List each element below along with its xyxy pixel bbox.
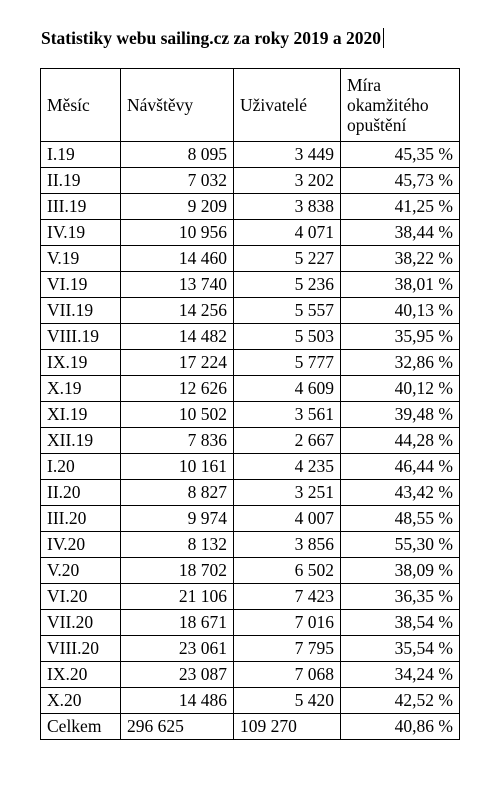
bounce-cell: 36,35 % xyxy=(341,584,460,610)
visits-cell: 8 827 xyxy=(121,480,234,506)
month-cell: VIII.20 xyxy=(41,636,121,662)
table-row xyxy=(41,298,460,324)
visits-cell: 8 095 xyxy=(121,142,234,168)
month-cell: VII.20 xyxy=(41,610,121,636)
visits-cell: 23 087 xyxy=(121,662,234,688)
table-row xyxy=(41,454,460,480)
table-row xyxy=(41,662,460,688)
users-cell: 6 502 xyxy=(234,558,341,584)
users-cell: 7 423 xyxy=(234,584,341,610)
table-row xyxy=(41,610,460,636)
visits-cell: 8 132 xyxy=(121,532,234,558)
month-cell: III.19 xyxy=(41,194,121,220)
users-cell: 5 503 xyxy=(234,324,341,350)
visits-cell: 14 460 xyxy=(121,246,234,272)
users-cell: 3 561 xyxy=(234,402,341,428)
table-row xyxy=(41,272,460,298)
bounce-cell: 48,55 % xyxy=(341,506,460,532)
month-cell: I.20 xyxy=(41,454,121,480)
month-cell: VI.20 xyxy=(41,584,121,610)
visits-cell: 18 702 xyxy=(121,558,234,584)
month-cell: IX.19 xyxy=(41,350,121,376)
total-users: 109 270 xyxy=(234,714,341,740)
visits-cell: 14 256 xyxy=(121,298,234,324)
month-cell: IX.20 xyxy=(41,662,121,688)
visits-cell: 12 626 xyxy=(121,376,234,402)
bounce-cell: 40,13 % xyxy=(341,298,460,324)
visits-cell: 10 956 xyxy=(121,220,234,246)
bounce-cell: 39,48 % xyxy=(341,402,460,428)
users-cell: 7 016 xyxy=(234,610,341,636)
table-header-row xyxy=(41,69,460,142)
bounce-cell: 38,09 % xyxy=(341,558,460,584)
bounce-cell: 34,24 % xyxy=(341,662,460,688)
users-cell: 5 420 xyxy=(234,688,341,714)
users-cell: 7 795 xyxy=(234,636,341,662)
visits-cell: 10 502 xyxy=(121,402,234,428)
bounce-cell: 38,54 % xyxy=(341,610,460,636)
header-users: Uživatelé xyxy=(234,69,341,142)
visits-cell: 7 836 xyxy=(121,428,234,454)
month-cell: VI.19 xyxy=(41,272,121,298)
visits-cell: 13 740 xyxy=(121,272,234,298)
bounce-cell: 32,86 % xyxy=(341,350,460,376)
month-cell: VIII.19 xyxy=(41,324,121,350)
table-row xyxy=(41,246,460,272)
document-title xyxy=(41,27,384,49)
text-cursor xyxy=(383,28,384,48)
statistics-table xyxy=(40,68,460,740)
table-row xyxy=(41,636,460,662)
month-cell: XII.19 xyxy=(41,428,121,454)
month-cell: IV.20 xyxy=(41,532,121,558)
bounce-cell: 41,25 % xyxy=(341,194,460,220)
users-cell: 3 838 xyxy=(234,194,341,220)
bounce-cell: 46,44 % xyxy=(341,454,460,480)
header-visits: Návštěvy xyxy=(121,69,234,142)
bounce-cell: 43,42 % xyxy=(341,480,460,506)
users-cell: 3 449 xyxy=(234,142,341,168)
visits-cell: 14 486 xyxy=(121,688,234,714)
bounce-cell: 45,73 % xyxy=(341,168,460,194)
month-cell: II.19 xyxy=(41,168,121,194)
header-bounce-rate xyxy=(341,69,460,142)
bounce-cell: 42,52 % xyxy=(341,688,460,714)
bounce-cell: 38,22 % xyxy=(341,246,460,272)
table-body xyxy=(41,142,460,714)
bounce-cell: 35,95 % xyxy=(341,324,460,350)
header-bounce-line-3: opuštění xyxy=(347,115,407,135)
users-cell: 5 227 xyxy=(234,246,341,272)
total-label: Celkem xyxy=(41,714,121,740)
visits-cell: 7 032 xyxy=(121,168,234,194)
bounce-cell: 40,12 % xyxy=(341,376,460,402)
header-bounce-line-2: okamžitého xyxy=(347,95,429,115)
visits-cell: 14 482 xyxy=(121,324,234,350)
total-bounce: 40,86 % xyxy=(341,714,460,740)
month-cell: XI.19 xyxy=(41,402,121,428)
table-row xyxy=(41,350,460,376)
users-cell: 3 251 xyxy=(234,480,341,506)
document-title-text: Statistiky webu sailing.cz za roky 2019 a 2020 xyxy=(41,28,381,48)
bounce-cell: 44,28 % xyxy=(341,428,460,454)
users-cell: 5 777 xyxy=(234,350,341,376)
table-row xyxy=(41,220,460,246)
bounce-cell: 38,01 % xyxy=(341,272,460,298)
table-row xyxy=(41,506,460,532)
month-cell: VII.19 xyxy=(41,298,121,324)
bounce-cell: 38,44 % xyxy=(341,220,460,246)
total-row xyxy=(41,714,460,740)
header-bounce-line-1: Míra xyxy=(347,75,382,95)
visits-cell: 10 161 xyxy=(121,454,234,480)
users-cell: 4 071 xyxy=(234,220,341,246)
bounce-cell: 55,30 % xyxy=(341,532,460,558)
visits-cell: 9 974 xyxy=(121,506,234,532)
visits-cell: 18 671 xyxy=(121,610,234,636)
total-visits: 296 625 xyxy=(121,714,234,740)
visits-cell: 21 106 xyxy=(121,584,234,610)
users-cell: 5 557 xyxy=(234,298,341,324)
table-row xyxy=(41,402,460,428)
users-cell: 3 856 xyxy=(234,532,341,558)
table-row xyxy=(41,324,460,350)
table-row xyxy=(41,688,460,714)
visits-cell: 17 224 xyxy=(121,350,234,376)
table-row xyxy=(41,480,460,506)
month-cell: III.20 xyxy=(41,506,121,532)
table-row xyxy=(41,376,460,402)
table-row xyxy=(41,194,460,220)
bounce-cell: 45,35 % xyxy=(341,142,460,168)
users-cell: 4 007 xyxy=(234,506,341,532)
users-cell: 4 235 xyxy=(234,454,341,480)
users-cell: 4 609 xyxy=(234,376,341,402)
table-row xyxy=(41,584,460,610)
month-cell: V.19 xyxy=(41,246,121,272)
month-cell: II.20 xyxy=(41,480,121,506)
users-cell: 3 202 xyxy=(234,168,341,194)
table-row xyxy=(41,532,460,558)
visits-cell: 9 209 xyxy=(121,194,234,220)
table-row xyxy=(41,168,460,194)
month-cell: IV.19 xyxy=(41,220,121,246)
users-cell: 5 236 xyxy=(234,272,341,298)
month-cell: I.19 xyxy=(41,142,121,168)
table-row xyxy=(41,142,460,168)
month-cell: X.20 xyxy=(41,688,121,714)
month-cell: V.20 xyxy=(41,558,121,584)
bounce-cell: 35,54 % xyxy=(341,636,460,662)
header-month: Měsíc xyxy=(41,69,121,142)
table-row xyxy=(41,428,460,454)
users-cell: 7 068 xyxy=(234,662,341,688)
table-row xyxy=(41,558,460,584)
visits-cell: 23 061 xyxy=(121,636,234,662)
month-cell: X.19 xyxy=(41,376,121,402)
users-cell: 2 667 xyxy=(234,428,341,454)
